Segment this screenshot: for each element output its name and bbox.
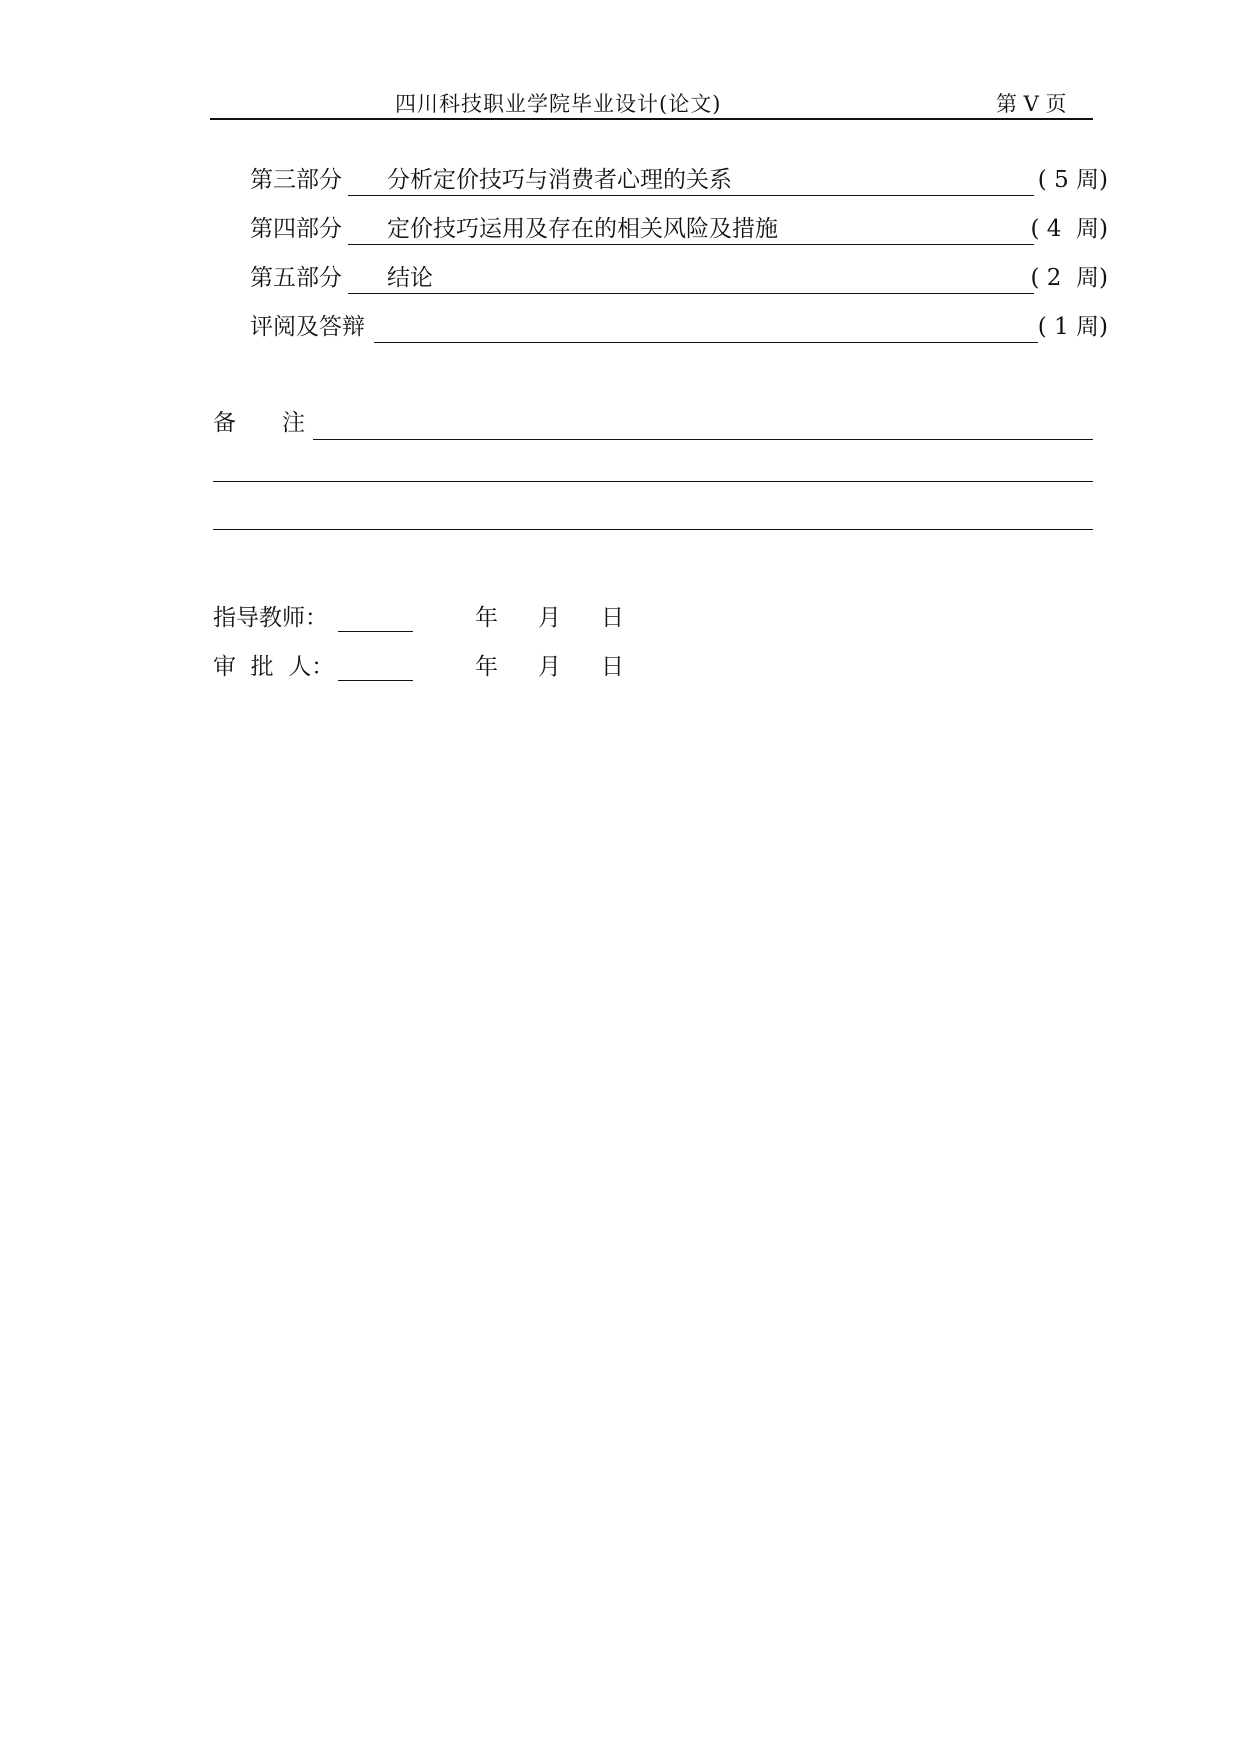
schedule-row	[250, 209, 1108, 249]
schedule-part: 评阅及答辩	[250, 314, 365, 340]
schedule-duration: ( 4 周)	[1030, 216, 1108, 242]
header-title: 四川科技职业学院毕业设计(论文)	[395, 92, 722, 116]
schedule-duration: ( 2 周)	[1030, 265, 1108, 291]
signoff-label: 审 批 人：	[213, 654, 335, 680]
schedule-row	[250, 258, 1108, 298]
schedule-underline	[348, 195, 1034, 196]
schedule-underline	[348, 244, 1034, 245]
schedule-part: 第三部分	[250, 167, 342, 193]
date-year-label: 年	[475, 654, 498, 680]
signature-blank	[338, 631, 413, 632]
schedule-row	[250, 160, 1108, 200]
schedule-row	[250, 307, 1108, 347]
signoff-row-approver	[213, 647, 713, 687]
notes-line	[213, 529, 1093, 530]
signoff-label: 指导教师：	[213, 605, 328, 631]
notes-line	[313, 439, 1093, 440]
date-month-label: 月	[538, 654, 561, 680]
date-month-label: 月	[538, 605, 561, 631]
schedule-part: 第四部分	[250, 216, 342, 242]
schedule-part: 第五部分	[250, 265, 342, 291]
date-day-label: 日	[601, 605, 624, 631]
schedule-topic: 结论	[387, 265, 433, 291]
notes-line	[213, 481, 1093, 482]
date-day-label: 日	[601, 654, 624, 680]
header-page-number: 第 V 页	[996, 92, 1067, 116]
page-header	[210, 88, 1093, 120]
schedule-underline	[374, 342, 1038, 343]
schedule-underline	[348, 293, 1034, 294]
signature-blank	[338, 680, 413, 681]
signoff-row-advisor	[213, 598, 713, 638]
schedule-duration: ( 5 周)	[1037, 167, 1108, 193]
schedule-topic: 定价技巧运用及存在的相关风险及措施	[387, 216, 778, 242]
schedule-duration: ( 1 周)	[1037, 314, 1108, 340]
schedule-topic: 分析定价技巧与消费者心理的关系	[387, 167, 732, 193]
notes-label: 备 注	[213, 410, 305, 436]
notes-row	[213, 404, 1093, 444]
date-year-label: 年	[475, 605, 498, 631]
